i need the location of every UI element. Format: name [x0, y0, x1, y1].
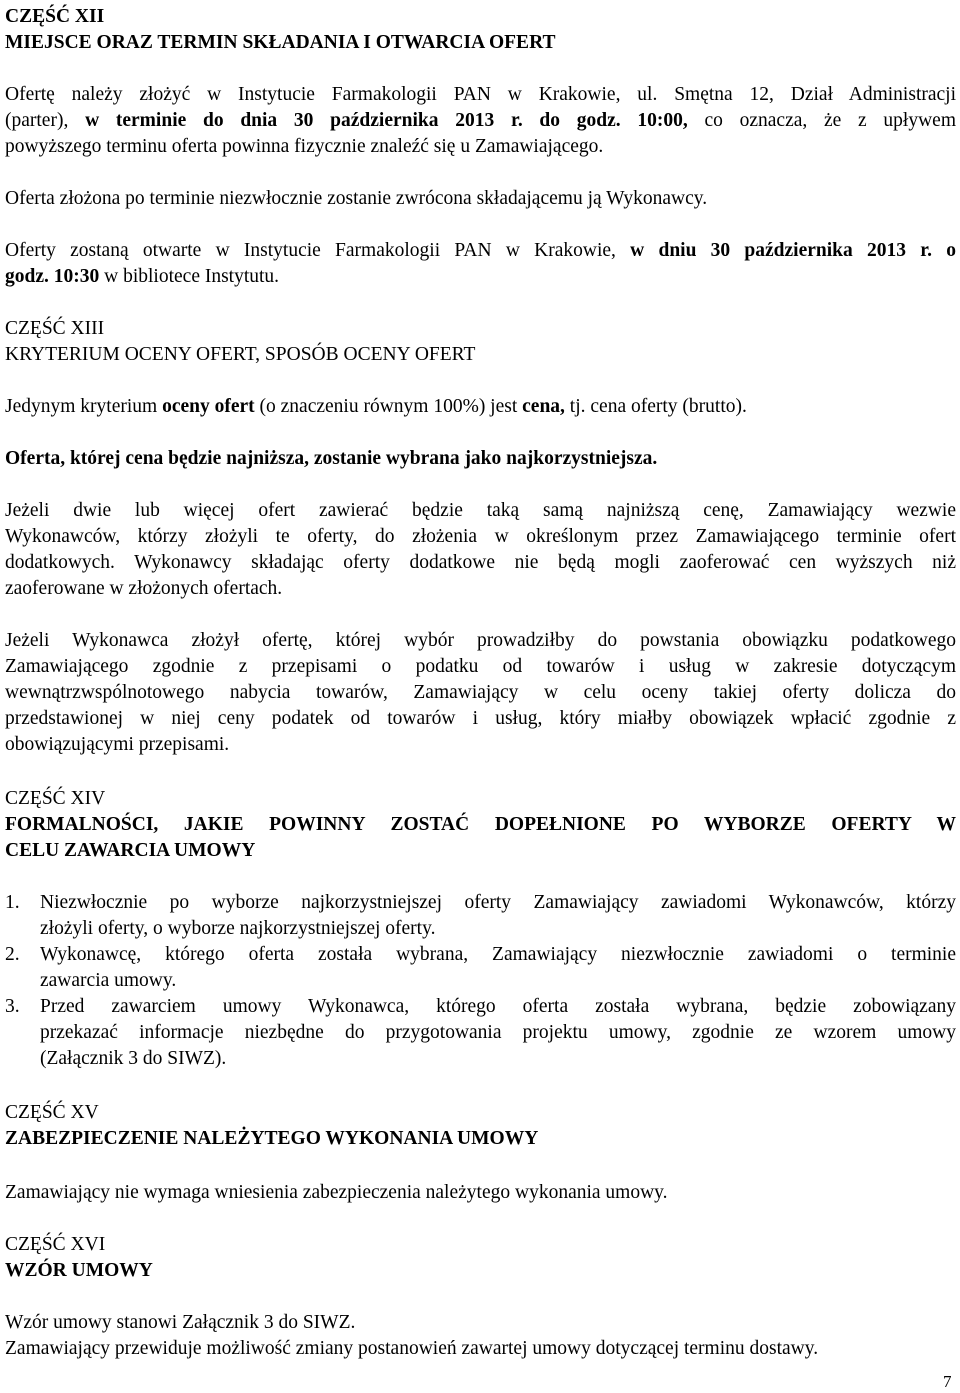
page-number: 7: [943, 1372, 952, 1391]
section-xiii-p2: Oferta, której cena będzie najniższa, zostanie wybrana jako najkorzystniejsza.: [5, 448, 658, 469]
section-xiii-p4-line1: Jeżeli Wykonawca złożył ofertę, której wybór prowadziłby do powstania obowiązku podatkowego: [5, 630, 956, 651]
section-xii-p1-line2: (parter), w terminie do dnia 30 października 2013 r. do godz. 10:00, co oznacza, że z upływem: [5, 110, 956, 131]
section-xiv-title-line1: FORMALNOŚCI, JAKIE POWINNY ZOSTAĆ DOPEŁNIONE PO WYBORZE OFERTY W: [5, 814, 956, 835]
section-xvi-p1: Wzór umowy stanowi Załącznik 3 do SIWZ.: [5, 1312, 356, 1333]
list-item-1-line1: Niezwłocznie po wyborze najkorzystniejszej oferty Zamawiający zawiadomi Wykonawców, którzy: [40, 892, 956, 913]
section-xiii-p4-line4: przedstawionej w niej ceny podatek od towarów i usług, który miałby obowiązek wpłacić zgodnie z: [5, 708, 956, 729]
section-xvi-title: WZÓR UMOWY: [5, 1260, 153, 1281]
section-xiii-p3-line4: zaoferowane w złożonych ofertach.: [5, 578, 283, 599]
section-xiii-p3-line3: dodatkowych. Wykonawcy składając oferty dodatkowe nie będą mogli zaoferować cen wyższych niż: [5, 552, 956, 573]
section-xiii-p4-line5: obowiązującymi przepisami.: [5, 734, 230, 755]
list-item-1-line2: złożyli oferty, o wyborze najkorzystniejszej oferty.: [40, 918, 436, 939]
section-xv-title: ZABEZPIECZENIE NALEŻYTEGO WYKONANIA UMOWY: [5, 1128, 539, 1149]
section-xiii-p4-line3: wewnątrzwspólnotowego nabycia towarów, Zamawiający w celu oceny takiej oferty dolicza do: [5, 682, 956, 703]
section-xiii-p3-line2: Wykonawców, którzy złożyli te oferty, do złożenia w określonym przez Zamawiającego terminie ofert: [5, 526, 956, 547]
section-xvi-part: CZĘŚĆ XVI: [5, 1234, 106, 1255]
section-xiv-part: CZĘŚĆ XIV: [5, 788, 106, 809]
list-item-number: 2.: [5, 944, 20, 965]
list-item-2-line1: Wykonawcę, którego oferta została wybrana, Zamawiający niezwłocznie zawiadomi o terminie: [40, 944, 956, 965]
list-item-3-line2: przekazać informacje niezbędne do przygotowania projektu umowy, zgodnie ze wzorem umowy: [40, 1022, 956, 1043]
section-xiv-title-line2: CELU ZAWARCIA UMOWY: [5, 840, 256, 861]
section-xv-part: CZĘŚĆ XV: [5, 1102, 99, 1123]
list-item-2-line2: zawarcia umowy.: [40, 970, 177, 991]
list-item-number: 3.: [5, 996, 20, 1017]
list-item-number: 1.: [5, 892, 20, 913]
section-xiii-p3-line1: Jeżeli dwie lub więcej ofert zawierać będzie taką samą najniższą cenę, Zamawiający wezwie: [5, 500, 956, 521]
section-xii-p2: Oferta złożona po terminie niezwłocznie zostanie zwrócona składającemu ją Wykonawcy.: [5, 188, 708, 209]
section-xii-p3-line1: Oferty zostaną otwarte w Instytucie Farmakologii PAN w Krakowie, w dniu 30 października 2013 r. o: [5, 240, 956, 261]
section-xiii-p4-line2: Zamawiającego zgodnie z przepisami o podatku od towarów i usług w zakresie dotyczącym: [5, 656, 956, 677]
section-xvi-p2: Zamawiający przewiduje możliwość zmiany postanowień zawartej umowy dotyczącej terminu dostawy.: [5, 1338, 819, 1359]
section-xii-p1-line3: powyższego terminu oferta powinna fizycznie znaleźć się u Zamawiającego.: [5, 136, 604, 157]
section-xii-p3-line2: godz. 10:30 w bibliotece Instytutu.: [5, 266, 280, 287]
section-xii-title: MIEJSCE ORAZ TERMIN SKŁADANIA I OTWARCIA OFERT: [5, 32, 556, 53]
section-xiii-p1: Jedynym kryterium oceny ofert (o znaczeniu równym 100%) jest cena, tj. cena oferty (brutto).: [5, 396, 747, 417]
section-xv-p1: Zamawiający nie wymaga wniesienia zabezpieczenia należytego wykonania umowy.: [5, 1182, 668, 1203]
section-xiii-title: KRYTERIUM OCENY OFERT, SPOSÓB OCENY OFERT: [5, 344, 476, 365]
list-item-3-line3: (Załącznik 3 do SIWZ).: [40, 1048, 227, 1069]
section-xii-part: CZĘŚĆ XII: [5, 6, 105, 27]
list-item-3-line1: Przed zawarciem umowy Wykonawca, którego oferta została wybrana, będzie zobowiązany: [40, 996, 956, 1017]
section-xii-p1-line1: Ofertę należy złożyć w Instytucie Farmakologii PAN w Krakowie, ul. Smętna 12, Dział Administracji: [5, 84, 956, 105]
section-xiii-part: CZĘŚĆ XIII: [5, 318, 105, 339]
